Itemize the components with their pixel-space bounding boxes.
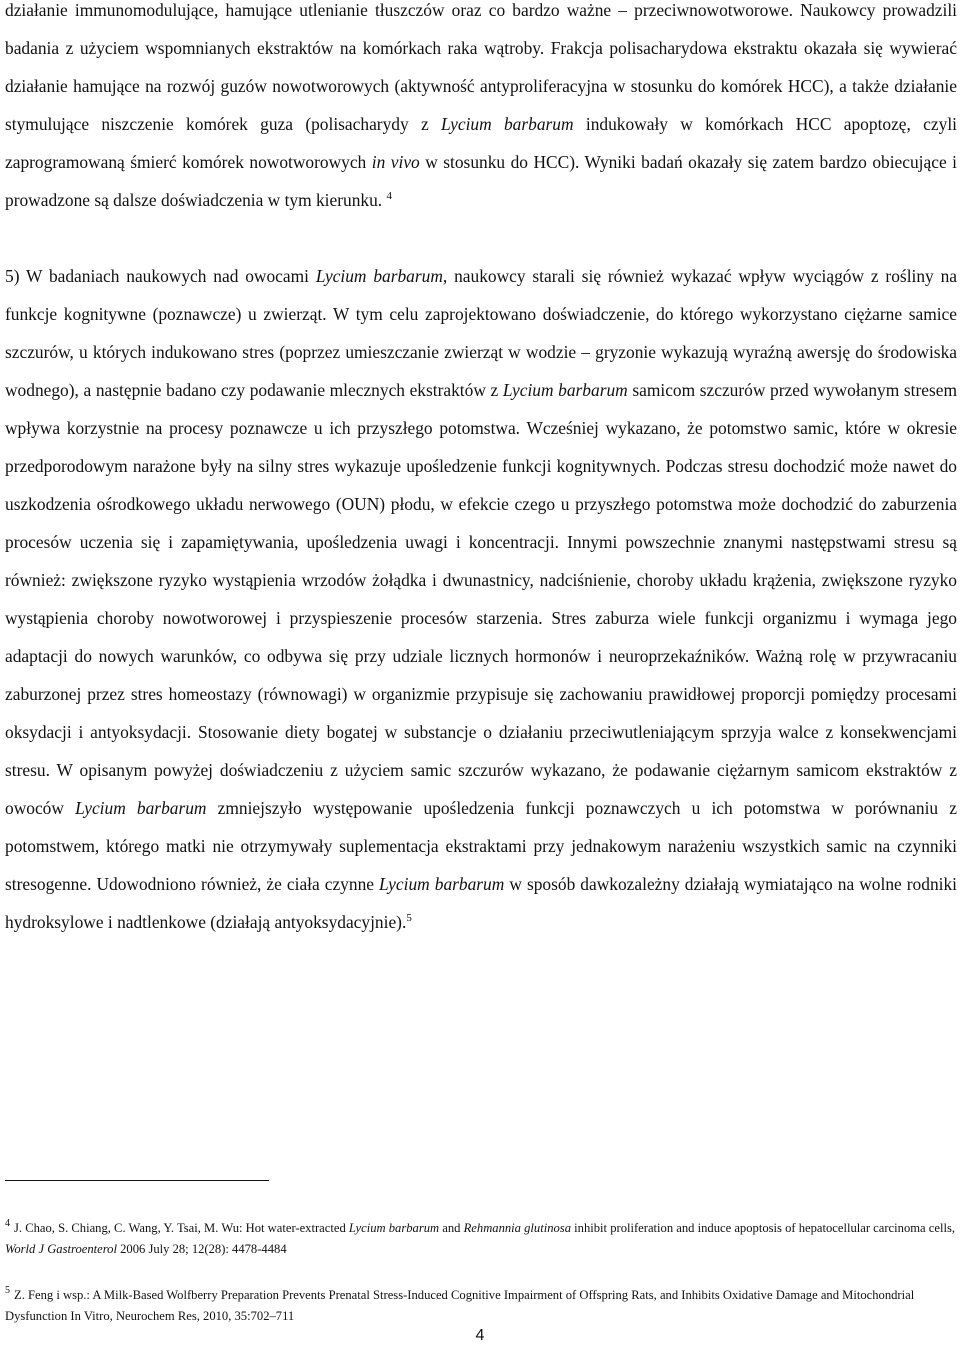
journal-name: World J Gastroenterol — [5, 1242, 117, 1256]
text-run: samicom szczurów przed wywołanym stresem wpływa korzystnie na procesy poznawcze u ich przyszłego potomstwa. Wcześniej wykazano, że potomstwo samic, które w okresie przedporodowym narażone były na silny stres wykazuje upośledzenie funkcji kognitywnych. Podczas stresu dochodzić może nawet do uszkodzenia ośrodkowego układu nerwowego (OUN) płodu, w efekcie czego u przyszłego potomstwa może dochodzić do zaburzenia procesów uczenia się i zapamiętywania, upośledzenia uwagi i koncentracji. Innymi powszechnie znanymi następstwami stresu są również: zwiększone ryzyko wystąpienia wrzodów żołądka i dwunastnicy, nadciśnienie, choroby układu krążenia, zwiększone ryzyko wystąpienia choroby nowotworowej i przyspieszenie procesów starzenia. Stres zaburza wiele funkcji organizmu i wymaga jego adaptacji do nowych warunków, co odbywa się przy udziale licznych hormonów i neuroprzekaźników. Ważną rolę w przywracaniu zaburzonej przez stres homeostazy (równowagi) w organizmie przypisuje się zachowaniu prawidłowej proporcji pomiędzy procesami oksydacji i antyoksydacji. Stosowanie diety bogatej w substancje o działaniu przeciwutleniającym sprzyja walce z konsekwencjami stresu. W opisanym powyżej doświadczeniu z użyciem samic szczurów wykazano, że podawanie ciężarnym samicom ekstraktów z owoców — [5, 380, 957, 818]
species-name: Lycium barbarum — [441, 114, 574, 134]
latin-term: in vivo — [371, 152, 420, 172]
footnote-separator — [5, 1180, 269, 1181]
footnote-ref: 4 — [386, 190, 393, 202]
text-run: 2006 July 28; 12(28): 4478-4484 — [116, 1242, 287, 1256]
species-name: Lycium barbarum — [75, 798, 207, 818]
footnote-number: 5 — [5, 1285, 10, 1296]
text-run: J. Chao, S. Chiang, C. Wang, Y. Tsai, M. Wu: Hot water-extracted — [14, 1221, 349, 1235]
main-text — [5, 0, 957, 941]
species-name: Lycium barbarum — [379, 874, 505, 894]
paragraph-cognitive-study — [5, 257, 957, 941]
text-run: w sposób dawkozależny działają wymiatająco na wolne rodniki hydroksylowe i nadtlenkowe (działają antyoksydacyjnie). — [5, 874, 958, 932]
text-run: inhibit proliferation and induce apoptosis of hepatocellular carcinoma cells, — [571, 1221, 955, 1235]
paragraph-gap — [5, 219, 957, 257]
text-run: działanie immunomodulujące, hamujące utlenianie tłuszczów oraz co bardzo ważne – przeciwnowotworowe. Naukowcy prowadzili badania z użyciem wspomnianych ekstraktów na komórkach raka wątroby. Frakcja polisacharydowa ekstraktu okazała się wywierać działanie hamujące na rozwój guzów nowotworowych (aktywność antyproliferacyjna w stosunku do komórek HCC), a także działanie stymulujące niszczenie komórek guza (polisacharydy z — [5, 0, 957, 134]
text-run: indukowały w komórkach HCC apoptozę, czyli zaprogramowaną śmierć komórek nowotworowych — [5, 114, 957, 172]
page-number: 4 — [475, 1327, 485, 1344]
footnote-ref: 5 — [406, 912, 412, 924]
text-run: 5) W badaniach naukowych nad owocami — [5, 266, 316, 286]
paragraph-hcc-study — [5, 0, 957, 219]
species-name: Lycium barbarum — [315, 266, 443, 286]
text-run: zmniejszyło występowanie upośledzenia funkcji poznawczych u ich potomstwa w porównaniu z potomstwem, którego matki nie otrzymywały suplementacja ekstraktami przy jednakowym narażeniu wszystkich samic na czynniki stresogenne. Udowodniono również, że ciała czynne — [5, 798, 957, 894]
text-run: and — [439, 1221, 464, 1235]
species-name: Lycium barbarum — [348, 1221, 440, 1235]
species-name: Lycium barbarum — [502, 380, 628, 400]
species-name: Rehmannia glutinosa — [463, 1221, 572, 1235]
text-run: , naukowcy starali się również wykazać wpływ wyciągów z rośliny na funkcje kognitywne (poznawcze) u zwierząt. W tym celu zaprojektowano doświadczenie, do którego wykorzystano ciężarne samice szczurów, u których indukowano stres (poprzez umieszczanie zwierząt w wodzie – gryzonie wykazują wyraźną awersję do środowiska wodnego), a następnie badano czy podawanie mlecznych ekstraktów z — [5, 266, 957, 400]
footnote-number: 4 — [5, 1218, 10, 1229]
footnote-5 — [5, 1285, 957, 1327]
text-run: Z. Feng i wsp.: A Milk-Based Wolfberry Preparation Prevents Prenatal Stress-Induced Cognitive Impairment of Offspring Rats, and Inhibits Oxidative Damage and Mitochondrial Dysfunction In Vitro, Neurochem Res, 2010, 35:702–711 — [5, 1288, 915, 1323]
text-run: w stosunku do HCC). Wyniki badań okazały się zatem bardzo obiecujące i prowadzone są dalsze doświadczenia w tym kierunku. — [5, 152, 957, 210]
footnote-4 — [5, 1218, 957, 1260]
